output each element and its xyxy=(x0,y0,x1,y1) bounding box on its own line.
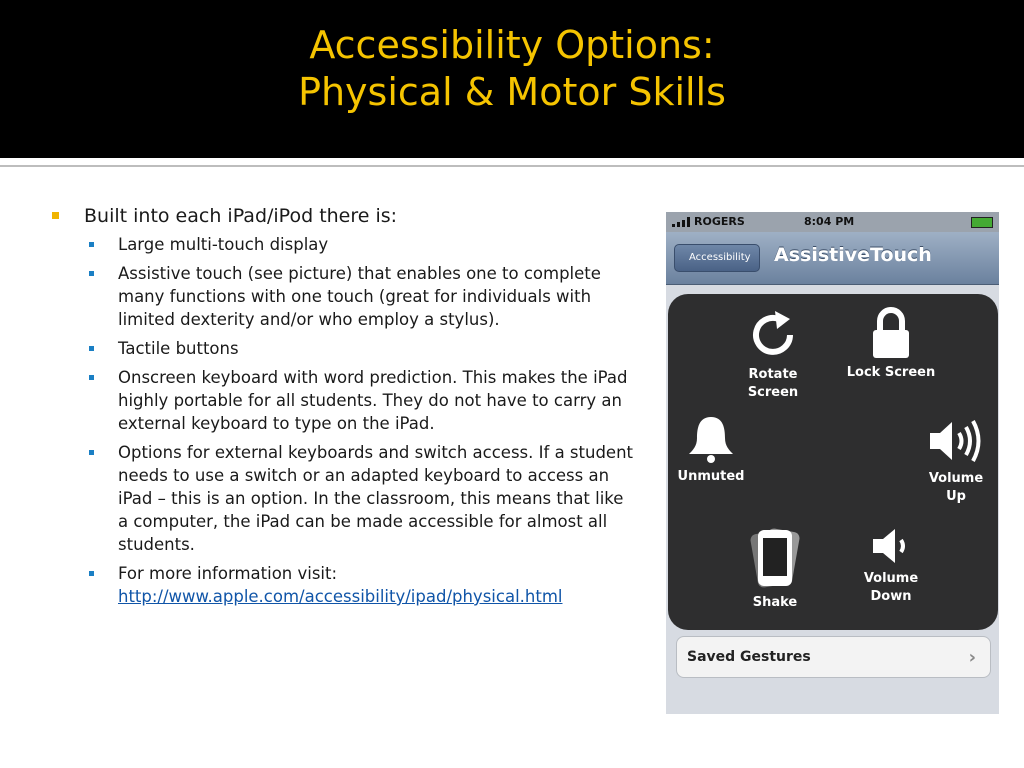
assistivetouch-screenshot xyxy=(666,212,999,714)
slide-title-line1: Accessibility Options: xyxy=(309,23,715,67)
sub-bullet-text: Assistive touch (see picture) that enables one to complete many functions with one touch (great for individuals with limited dexterity and/or who employ a stylus). xyxy=(118,264,601,329)
square-bullet-icon xyxy=(52,212,59,219)
main-bullet-text: Built into each iPad/iPod there is: xyxy=(84,205,398,227)
sub-bullet xyxy=(46,337,636,360)
sub-bullet xyxy=(46,562,636,608)
sub-bullet-text: For more information visit: xyxy=(118,564,338,583)
square-bullet-icon xyxy=(89,271,94,276)
rotate-screen-label: Rotate Screen xyxy=(747,367,799,400)
square-bullet-icon xyxy=(89,242,94,247)
signal-icon xyxy=(672,217,690,227)
bell-icon xyxy=(684,414,738,464)
main-bullet xyxy=(46,203,636,229)
chevron-right-icon: › xyxy=(968,647,976,668)
battery-icon xyxy=(971,217,993,228)
apple-accessibility-link[interactable]: http://www.apple.com/accessibility/ipad/physical.html xyxy=(118,587,563,606)
lock-screen-label: Lock Screen xyxy=(846,365,936,380)
sub-bullet-text: Tactile buttons xyxy=(118,339,239,358)
assistivetouch-menu xyxy=(668,294,998,630)
nav-bar xyxy=(666,232,999,285)
lock-screen-button[interactable] xyxy=(846,306,936,382)
saved-gestures-label: Saved Gestures xyxy=(687,649,811,665)
saved-gestures-row[interactable] xyxy=(676,636,991,678)
square-bullet-icon xyxy=(89,375,94,380)
volume-down-label: Volume Down xyxy=(863,571,919,604)
volume-down-button[interactable] xyxy=(846,526,936,606)
sub-bullet-text: Onscreen keyboard with word prediction. This makes the iPad highly portable for all students. They do not have to carry an external keyboard to type on the iPad. xyxy=(118,368,628,433)
sub-bullet xyxy=(46,233,636,256)
title-divider xyxy=(0,165,1024,167)
unmuted-button[interactable] xyxy=(668,414,754,486)
sub-bullet-list xyxy=(46,233,636,608)
clock-label: 8:04 PM xyxy=(804,215,855,228)
shake-phone-icon xyxy=(748,526,802,590)
square-bullet-icon xyxy=(89,571,94,576)
unmuted-label: Unmuted xyxy=(677,469,745,484)
carrier-label: ROGERS xyxy=(694,215,745,228)
square-bullet-icon xyxy=(89,450,94,455)
sub-bullet xyxy=(46,262,636,331)
sub-bullet xyxy=(46,441,636,556)
title-band xyxy=(0,0,1024,158)
sub-bullet-text: Options for external keyboards and switch access. If a student needs to use a switch or an adapted keyboard to access an iPad – this is an option. In the classroom, this means that like a computer, the iPad can be made accessible for almost all students. xyxy=(118,443,633,554)
sub-bullet-text: Large multi-touch display xyxy=(118,235,329,254)
shake-button[interactable] xyxy=(730,526,820,612)
sub-bullet xyxy=(46,366,636,435)
volume-up-button[interactable] xyxy=(918,416,994,506)
lock-icon xyxy=(869,306,913,360)
accessibility-back-button[interactable]: Accessibility xyxy=(674,244,760,272)
rotate-icon xyxy=(746,308,800,362)
rotate-screen-button[interactable] xyxy=(728,308,818,402)
slide-title xyxy=(0,22,1024,116)
nav-title: AssistiveTouch xyxy=(774,244,932,266)
shake-label: Shake xyxy=(752,595,798,610)
square-bullet-icon xyxy=(89,346,94,351)
status-bar xyxy=(666,212,999,232)
speaker-quiet-icon xyxy=(869,526,913,566)
speaker-loud-icon xyxy=(926,416,986,466)
slide-body xyxy=(46,203,636,614)
volume-up-label: Volume Up xyxy=(928,471,984,504)
slide-title-line2: Physical & Motor Skills xyxy=(298,70,726,114)
